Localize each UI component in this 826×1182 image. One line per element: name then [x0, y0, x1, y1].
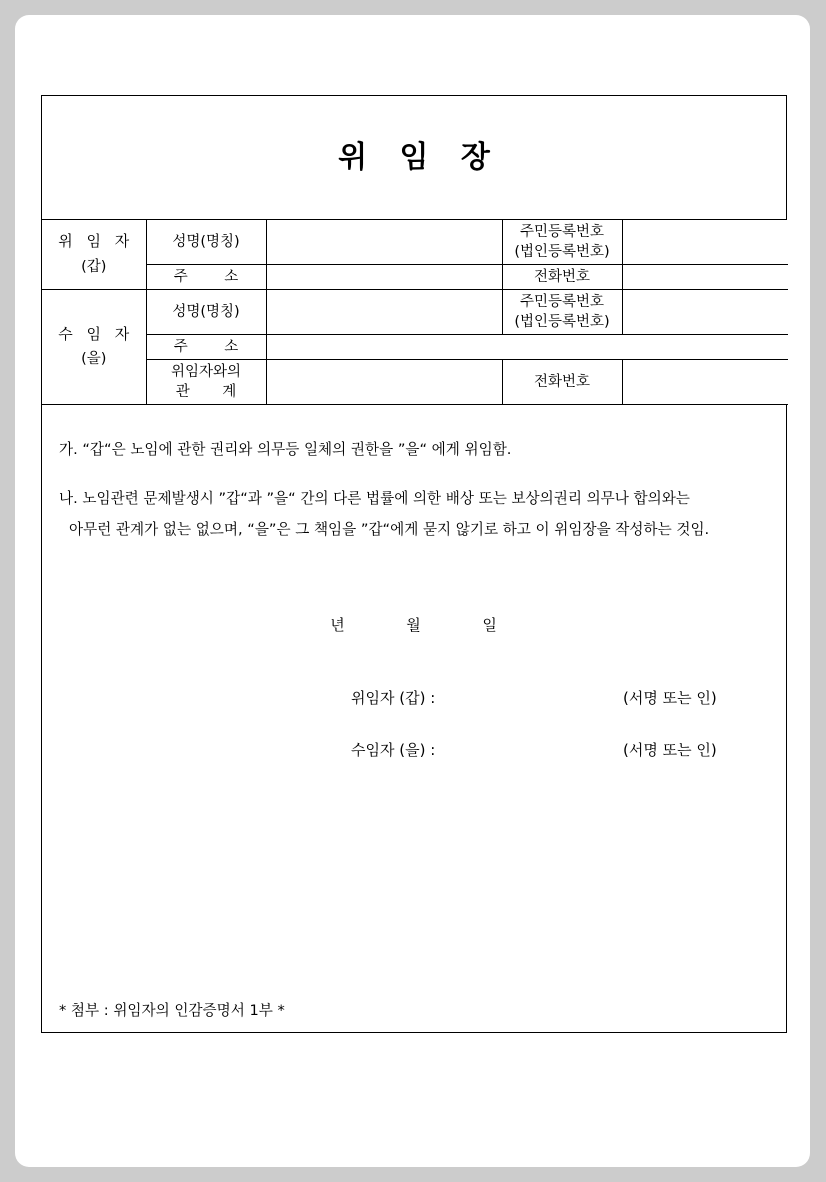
delegator-party-tag: (갑) — [81, 258, 107, 275]
delegatee-id-label-line2: (법인등록번호) — [514, 314, 610, 330]
clause-b-line2: 아무런 관계가 없는 없으며, “을”은 그 책임을 ”갑“에게 묻지 않기로 하고 이 위임장을 작성하는 것임. — [69, 521, 710, 539]
delegatee-party-label: 수 임 자 — [58, 324, 134, 343]
delegatee-name-label: 성명(명칭) — [146, 290, 266, 335]
signature-block — [59, 687, 768, 760]
clause-b-line1: 나. 노임관련 문제발생시 ”갑“과 ”을“ 간의 다른 법률에 의한 배상 또는 보상의권리 의무나 합의와는 — [59, 489, 690, 507]
delegator-phone-value[interactable] — [622, 265, 788, 290]
page-title: 위 임 장 — [338, 139, 501, 175]
table-row — [42, 220, 788, 265]
table-row — [42, 290, 788, 335]
date-month-label: 월 — [406, 615, 421, 634]
delegatee-id-label-line1: 주민등록번호 — [519, 294, 605, 310]
delegator-party-label: 위 임 자 — [58, 232, 134, 251]
delegatee-id-label — [502, 290, 622, 335]
delegator-name-label: 성명(명칭) — [146, 220, 266, 265]
delegator-signature-label: 위임자 (갑) : — [351, 688, 436, 707]
agreement-body — [42, 405, 786, 760]
delegator-phone-label: 전화번호 — [502, 265, 622, 290]
delegatee-party-tag: (을) — [81, 351, 107, 368]
delegatee-signature-mark: (서명 또는 인) — [623, 740, 717, 759]
delegatee-party-cell — [42, 290, 146, 405]
delegatee-signature-label: 수임자 (을) : — [351, 740, 436, 759]
delegatee-address-label: 주 소 — [146, 335, 266, 360]
table-row — [42, 335, 788, 360]
document-frame — [41, 95, 787, 1033]
delegatee-relation-label — [146, 360, 266, 405]
delegator-id-label-line1: 주민등록번호 — [519, 224, 605, 240]
delegator-id-label — [502, 220, 622, 265]
delegatee-phone-label: 전화번호 — [502, 360, 622, 405]
delegator-name-value[interactable] — [266, 220, 502, 265]
clause-b — [59, 488, 768, 542]
date-year-label: 년 — [330, 615, 345, 634]
date-line — [59, 614, 768, 635]
delegator-id-label-line2: (법인등록번호) — [514, 244, 610, 260]
table-row — [42, 265, 788, 290]
delegatee-relation-value[interactable] — [266, 360, 502, 405]
delegator-id-value[interactable] — [622, 220, 788, 265]
delegatee-id-value[interactable] — [622, 290, 788, 335]
delegatee-relation-label-line2: 관 계 — [175, 384, 251, 400]
clause-a: 가. “갑“은 노임에 관한 권리와 의무등 일체의 권한을 ”을“ 에게 위임함. — [59, 441, 512, 458]
paper-sheet — [15, 15, 810, 1167]
delegatee-name-value[interactable] — [266, 290, 502, 335]
attachment-note: * 첨부 : 위임자의 인감증명서 1부 * — [59, 1002, 285, 1019]
signature-row-delegatee — [351, 739, 768, 760]
delegator-address-label: 주 소 — [146, 265, 266, 290]
signature-row-delegator — [351, 687, 768, 708]
delegatee-phone-value[interactable] — [622, 360, 788, 405]
table-row — [42, 360, 788, 405]
delegator-party-cell — [42, 220, 146, 290]
date-day-label: 일 — [482, 615, 497, 634]
party-information-table — [42, 220, 788, 405]
title-band — [42, 96, 786, 220]
delegatee-relation-label-line1: 위임자와의 — [170, 364, 242, 380]
delegatee-address-value[interactable] — [266, 335, 788, 360]
delegator-address-value[interactable] — [266, 265, 502, 290]
delegator-signature-mark: (서명 또는 인) — [623, 688, 717, 707]
